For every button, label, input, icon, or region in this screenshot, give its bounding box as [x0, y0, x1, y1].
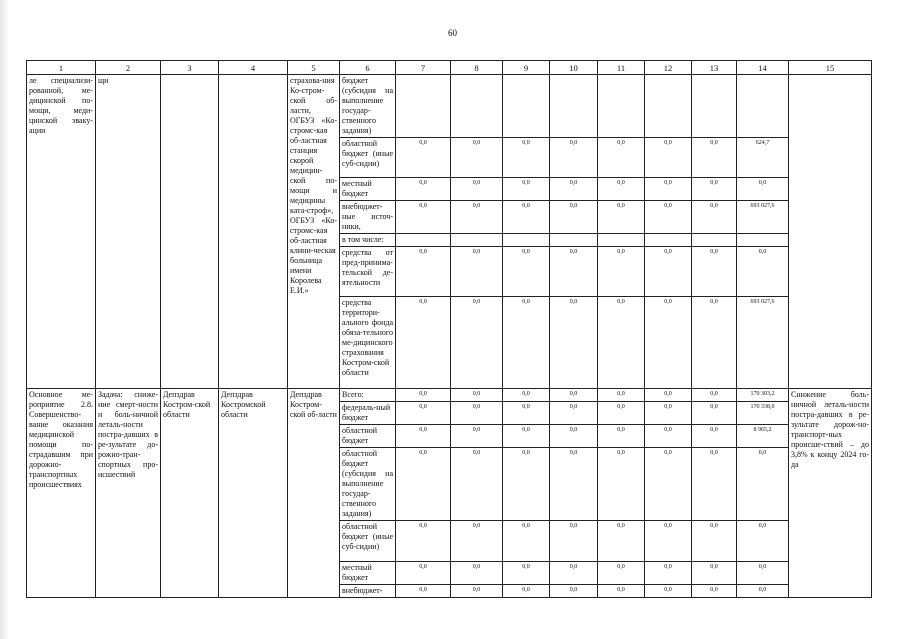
amount-cell — [503, 234, 550, 247]
column-header: 8 — [451, 61, 503, 75]
funding-source-label: областной бюджет (иные суб-сидии) — [340, 138, 396, 178]
amount-cell: 0,0 — [503, 389, 550, 402]
amount-cell: 0,0 — [503, 521, 550, 562]
header-row — [27, 61, 872, 75]
amount-cell: 0,0 — [503, 297, 550, 389]
amount-cell: 0,0 — [692, 297, 737, 389]
column-header: 7 — [396, 61, 451, 75]
amount-cell: 170 338,0 — [737, 402, 789, 425]
amount-cell: 0,0 — [550, 297, 598, 389]
cell-col-2: Задача: сниже-ние смерт-ности и боль-ничной леталь-ности постра-давших в ре-зультате до-рожно-тран-спортных про-исшествий — [96, 389, 161, 598]
amount-cell: 0,0 — [451, 178, 503, 201]
amount-cell: 0,0 — [692, 448, 737, 521]
cell-col-3: Депздрав Костром-ской области — [161, 389, 219, 598]
amount-cell: 0,0 — [550, 138, 598, 178]
funding-source-label: Всего: — [340, 389, 396, 402]
amount-cell — [692, 234, 737, 247]
column-header: 4 — [219, 61, 288, 75]
cell-col-5: страхова-ния Ко-стром-ской об-ласти, ОГБУЗ «Ко-стромс-кая об-ластная станция скорой медицин-ской по-мощи и медицины ката-строф», ОГБУЗ «Ко-стромс-кая об-ластная клини-ческая больница имени Королева Е.И.» — [288, 75, 340, 389]
amount-cell: 693 027,6 — [737, 201, 789, 234]
amount-cell: 0,0 — [737, 585, 789, 598]
amount-cell: 0,0 — [598, 201, 645, 234]
funding-source-label: средства от пред-принима-тельской де-ятельности — [340, 247, 396, 297]
amount-cell: 0,0 — [645, 297, 692, 389]
amount-cell — [396, 75, 451, 138]
amount-cell: 0,0 — [550, 425, 598, 448]
cell-col-4: Депздрав Костромской области — [219, 389, 288, 598]
amount-cell: 0,0 — [550, 178, 598, 201]
amount-cell — [598, 234, 645, 247]
amount-cell: 0,0 — [692, 247, 737, 297]
amount-cell: 0,0 — [692, 402, 737, 425]
amount-cell: 0,0 — [550, 402, 598, 425]
amount-cell: 0,0 — [645, 425, 692, 448]
amount-cell: 0,0 — [396, 425, 451, 448]
column-header: 11 — [598, 61, 645, 75]
amount-cell: 0,0 — [451, 138, 503, 178]
amount-cell: 0,0 — [598, 247, 645, 297]
amount-cell — [645, 234, 692, 247]
amount-cell: 0,0 — [503, 201, 550, 234]
amount-cell: 0,0 — [598, 425, 645, 448]
cell-col-15 — [789, 75, 872, 389]
amount-cell: 0,0 — [396, 297, 451, 389]
amount-cell: 0,0 — [451, 201, 503, 234]
funding-source-label: бюджет (субсидия на выполнение государ-ственного задания) — [340, 75, 396, 138]
amount-cell: 8 965,2 — [737, 425, 789, 448]
scan-edge-shadow — [0, 0, 10, 639]
funding-source-label: средства территори-ального фонда обяза-тельного ме-дицинского страхования Костром-ской области — [340, 297, 396, 389]
funding-source-label: в том числе: — [340, 234, 396, 247]
funding-source-label: внебюджет-ные источ-ники, — [340, 201, 396, 234]
budget-table — [26, 60, 872, 598]
cell-col-1: Основное ме-роприятие 2.8. Совершенство-вание оказания медицинской помощи по-страдавшим при дорожно-транспортных происшествиях — [27, 389, 96, 598]
amount-cell: 0,0 — [598, 448, 645, 521]
amount-cell: 0,0 — [692, 178, 737, 201]
amount-cell: 0,0 — [598, 178, 645, 201]
amount-cell — [550, 234, 598, 247]
amount-cell: 0,0 — [598, 402, 645, 425]
amount-cell: 0,0 — [550, 585, 598, 598]
amount-cell: 0,0 — [396, 585, 451, 598]
amount-cell: 0,0 — [692, 562, 737, 585]
amount-cell: 0,0 — [692, 425, 737, 448]
amount-cell: 0,0 — [451, 585, 503, 598]
amount-cell: 0,0 — [737, 178, 789, 201]
page-number: 60 — [448, 28, 457, 38]
amount-cell: 0,0 — [550, 562, 598, 585]
amount-cell: 0,0 — [692, 585, 737, 598]
amount-cell: 0,0 — [503, 448, 550, 521]
amount-cell: 0,0 — [737, 448, 789, 521]
cell-col-3 — [161, 75, 219, 389]
amount-cell — [451, 75, 503, 138]
amount-cell: 0,0 — [451, 402, 503, 425]
amount-cell: 0,0 — [396, 389, 451, 402]
amount-cell: 0,0 — [645, 402, 692, 425]
amount-cell: 693 027,6 — [737, 297, 789, 389]
amount-cell: 0,0 — [737, 562, 789, 585]
amount-cell: 0,0 — [598, 562, 645, 585]
amount-cell: 0,0 — [396, 448, 451, 521]
amount-cell: 0,0 — [451, 389, 503, 402]
amount-cell: 0,0 — [645, 138, 692, 178]
column-header: 9 — [503, 61, 550, 75]
table-row — [27, 75, 872, 138]
amount-cell: 0,0 — [396, 521, 451, 562]
amount-cell: 0,0 — [451, 297, 503, 389]
column-header: 15 — [789, 61, 872, 75]
column-header: 6 — [340, 61, 396, 75]
amount-cell: 0,0 — [645, 178, 692, 201]
amount-cell: 0,0 — [692, 138, 737, 178]
funding-source-label: внебюджет- — [340, 585, 396, 598]
amount-cell: 0,0 — [503, 138, 550, 178]
amount-cell: 0,0 — [550, 389, 598, 402]
amount-cell: 0,0 — [645, 247, 692, 297]
funding-source-label: областной бюджет (иные суб-сидии) — [340, 521, 396, 562]
column-header: 12 — [645, 61, 692, 75]
amount-cell — [692, 75, 737, 138]
column-header: 3 — [161, 61, 219, 75]
funding-source-label: местный бюджет — [340, 562, 396, 585]
cell-col-15: Снижение боль-ничной леталь-ности постра-давших в ре-зультате дорож-но-транспорт-ных происше-ствий – до 3,8% к концу 2024 го-да — [789, 389, 872, 598]
amount-cell: 0,0 — [451, 247, 503, 297]
funding-source-label: местный бюджет — [340, 178, 396, 201]
column-header: 5 — [288, 61, 340, 75]
amount-cell — [503, 75, 550, 138]
amount-cell: 0,0 — [503, 585, 550, 598]
amount-cell: 0,0 — [645, 448, 692, 521]
amount-cell: 0,0 — [737, 521, 789, 562]
amount-cell: 0,0 — [503, 425, 550, 448]
amount-cell: 0,0 — [550, 247, 598, 297]
amount-cell: 0,0 — [645, 585, 692, 598]
amount-cell: 0,0 — [550, 521, 598, 562]
amount-cell: 0,0 — [598, 389, 645, 402]
column-header: 13 — [692, 61, 737, 75]
amount-cell: 0,0 — [396, 562, 451, 585]
amount-cell: 0,0 — [396, 178, 451, 201]
amount-cell — [550, 75, 598, 138]
funding-source-label: областной бюджет — [340, 425, 396, 448]
amount-cell: 0,0 — [396, 138, 451, 178]
amount-cell — [396, 234, 451, 247]
amount-cell: 0,0 — [396, 402, 451, 425]
amount-cell — [737, 234, 789, 247]
funding-source-label: федераль-ный бюджет — [340, 402, 396, 425]
amount-cell: 0,0 — [451, 521, 503, 562]
amount-cell: 0,0 — [598, 297, 645, 389]
amount-cell: 624,7 — [737, 138, 789, 178]
amount-cell — [737, 75, 789, 138]
column-header: 2 — [96, 61, 161, 75]
amount-cell — [645, 75, 692, 138]
amount-cell: 0,0 — [737, 247, 789, 297]
amount-cell: 0,0 — [503, 247, 550, 297]
amount-cell — [598, 75, 645, 138]
cell-col-2: щи — [96, 75, 161, 389]
amount-cell: 0,0 — [396, 247, 451, 297]
cell-col-4 — [219, 75, 288, 389]
amount-cell — [451, 234, 503, 247]
column-header: 14 — [737, 61, 789, 75]
amount-cell: 0,0 — [645, 521, 692, 562]
amount-cell: 179 303,2 — [737, 389, 789, 402]
amount-cell: 0,0 — [503, 178, 550, 201]
amount-cell: 0,0 — [598, 138, 645, 178]
cell-col-5: Депздрав Костром-ской об-ласти — [288, 389, 340, 598]
amount-cell: 0,0 — [598, 521, 645, 562]
amount-cell: 0,0 — [692, 201, 737, 234]
amount-cell: 0,0 — [550, 201, 598, 234]
table-row — [27, 389, 872, 402]
amount-cell: 0,0 — [451, 562, 503, 585]
amount-cell: 0,0 — [645, 389, 692, 402]
cell-col-1: ле специализи-рованной, ме-дицинской по-мощи, меди-цинской эваку-ации — [27, 75, 96, 389]
amount-cell: 0,0 — [396, 201, 451, 234]
amount-cell: 0,0 — [598, 585, 645, 598]
amount-cell: 0,0 — [503, 402, 550, 425]
funding-source-label: областной бюджет (субсидия на выполнение государ-ственного задания) — [340, 448, 396, 521]
amount-cell: 0,0 — [645, 201, 692, 234]
column-header: 1 — [27, 61, 96, 75]
column-header: 10 — [550, 61, 598, 75]
amount-cell: 0,0 — [451, 425, 503, 448]
amount-cell: 0,0 — [692, 521, 737, 562]
amount-cell: 0,0 — [645, 562, 692, 585]
amount-cell: 0,0 — [451, 448, 503, 521]
amount-cell: 0,0 — [692, 389, 737, 402]
amount-cell: 0,0 — [503, 562, 550, 585]
amount-cell: 0,0 — [550, 448, 598, 521]
